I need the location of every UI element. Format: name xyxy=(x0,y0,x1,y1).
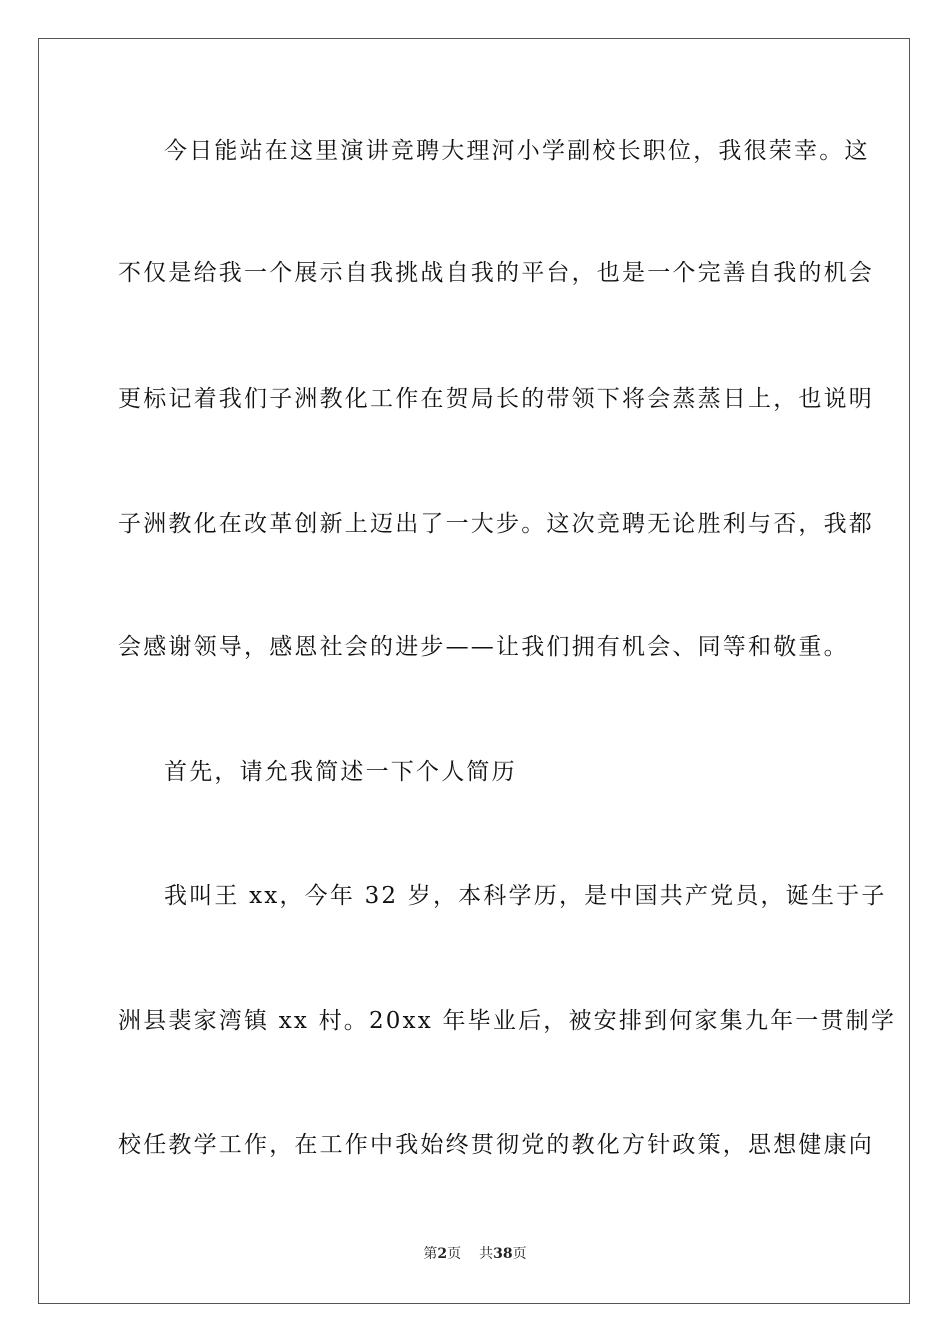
footer-page-prefix: 第 xyxy=(423,1246,438,1262)
text-line-2: 不仅是给我一个展示自我挑战自我的平台，也是一个完善自我的机会 xyxy=(118,260,874,286)
footer-total-pages: 38 xyxy=(493,1246,513,1262)
text-line-9: 校任教学工作，在工作中我始终贯彻党的教化方针政策，思想健康向 xyxy=(118,1132,874,1158)
page-footer xyxy=(0,1245,950,1263)
text-line-3: 更标记着我们子洲教化工作在贺局长的带领下将会蒸蒸日上，也说明 xyxy=(118,386,874,412)
text-line-1: 今日能站在这里演讲竞聘大理河小学副校长职位，我很荣幸。这 xyxy=(164,138,870,164)
footer-total-prefix: 共 xyxy=(479,1246,494,1262)
text-line-5: 会感谢领导，感恩社会的进步——让我们拥有机会、同等和敬重。 xyxy=(118,634,849,660)
text-line-4: 子洲教化在改革创新上迈出了一大步。这次竞聘无论胜利与否，我都 xyxy=(118,511,874,537)
footer-page-suffix: 页 xyxy=(447,1246,462,1262)
text-line-7: 我叫王 xx，今年 32 岁，本科学历，是中国共产党员，诞生于子 xyxy=(164,883,887,909)
page-border xyxy=(38,38,910,1304)
text-line-6: 首先，请允我简述一下个人简历 xyxy=(164,759,517,785)
text-line-8: 洲县裴家湾镇 xx 村。20xx 年毕业后，被安排到何家集九年一贯制学 xyxy=(118,1008,897,1034)
footer-page-number: 2 xyxy=(437,1246,448,1262)
footer-total-suffix: 页 xyxy=(512,1246,527,1262)
